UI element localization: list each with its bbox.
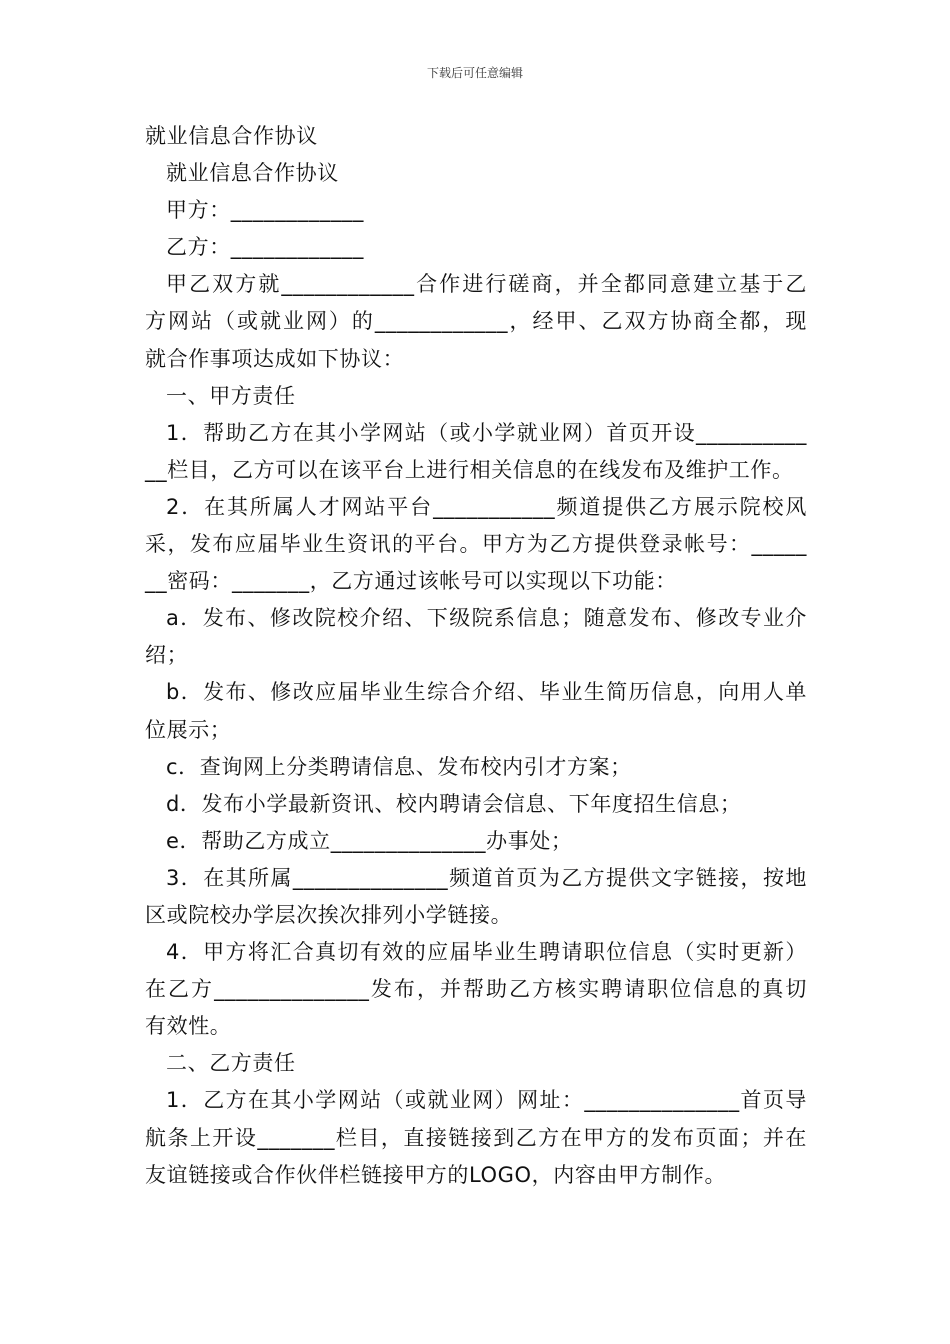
document-line: 1．帮助乙方在其小学网站（或小学就业网）首页开设__________ — [166, 420, 807, 445]
document-line: 3．在其所属______________频道首页为乙方提供文字链接，按地 — [166, 865, 807, 890]
document-line: 友谊链接或合作伙伴栏链接甲方的LOGO，内容由甲方制作。 — [145, 1162, 727, 1187]
document-body — [145, 118, 807, 1194]
document-line: 2．在其所属人才网站平台___________频道提供乙方展示院校风 — [166, 494, 807, 519]
document-line: 在乙方______________发布，并帮助乙方核实聘请职位信息的真切 — [145, 977, 807, 1002]
document-line: 有效性。 — [145, 1014, 232, 1039]
header-note: 下载后可任意编辑 — [426, 66, 523, 80]
document-line: 乙方：____________ — [166, 235, 364, 260]
document-line: c．查询网上分类聘请信息、发布校内引才方案； — [166, 754, 632, 779]
document-line: 甲方：____________ — [166, 198, 364, 223]
document-line: a．发布、修改院校介绍、下级院系信息；随意发布、修改专业介 — [166, 606, 807, 631]
document-line: 就合作事项达成如下协议： — [145, 346, 405, 371]
document-line: 就业信息合作协议 — [166, 161, 339, 186]
document-line: 区或院校办学层次挨次排列小学链接。 — [145, 902, 513, 927]
document-line: 方网站（或就业网）的____________，经甲、乙双方协商全都，现 — [145, 309, 807, 334]
document-line: b．发布、修改应届毕业生综合介绍、毕业生简历信息，向用人单 — [166, 680, 807, 705]
document-line: __密码：_______，乙方通过该帐号可以实现以下功能： — [145, 569, 677, 594]
document-line: 一、甲方责任 — [166, 383, 296, 408]
document-line: 位展示； — [145, 717, 232, 742]
document-line: 二、乙方责任 — [166, 1051, 296, 1076]
document-line: 1．乙方在其小学网站（或就业网）网址：______________首页导 — [166, 1088, 807, 1113]
document-line: 4．甲方将汇合真切有效的应届毕业生聘请职位信息（实时更新） — [166, 940, 807, 965]
document-line: 绍； — [145, 643, 189, 668]
document-line: 采，发布应届毕业生资讯的平台。甲方为乙方提供登录帐号：_____ — [145, 532, 807, 557]
document-line: 就业信息合作协议 — [145, 124, 318, 148]
document-line: __栏目，乙方可以在该平台上进行相关信息的在线发布及维护工作。 — [145, 457, 794, 482]
document-line: 航条上开设_______栏目，直接链接到乙方在甲方的发布页面；并在 — [145, 1125, 807, 1150]
document-line: d．发布小学最新资讯、校内聘请会信息、下年度招生信息； — [166, 791, 742, 816]
document-line: e．帮助乙方成立______________办事处； — [166, 828, 573, 853]
document-line: 甲乙双方就____________合作进行磋商，并全都同意建立基于乙 — [166, 272, 807, 297]
